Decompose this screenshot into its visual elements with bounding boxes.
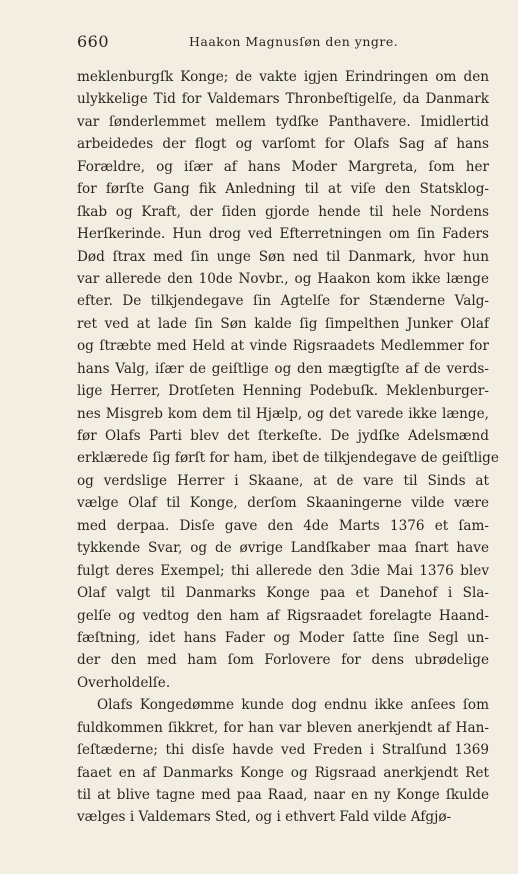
text-line: for førſte Gang fik Anledning til at viſe den Statsklog- [77,181,489,198]
text-line: vælge Olaf til Konge, derſom Skaaningerne vilde være [77,495,489,512]
text-line: Overholdelſe. [77,674,171,691]
running-head: Haakon Magnusſøn den yngre. [189,34,399,49]
text-line: og ſtræbte med Held at vinde Rigsraadets Medlemmer for [77,338,489,355]
text-line: med derpaa. Disſe gave den 4de Marts 1376 et ſam- [77,517,489,534]
text-line: Herſkerinde. Hun drog ved Efterretningen om ſin Faders [77,226,489,243]
body-text [77,66,499,829]
text-line: der den med ham ſom Forlovere for dens ubrødelige [77,652,489,669]
text-line: gelſe og vedtog den ham af Rigsraadet forelagte Haand- [77,607,489,624]
text-line: hans Valg, iſær de geiſtlige og den mægtigſte af de verds- [77,360,489,377]
text-line: ſeſtæderne; thi disſe havde ved Freden i Stralſund 1369 [77,742,489,759]
text-line: var ſønderlemmet mellem tydſke Panthavere. Imidlertid [77,113,489,130]
text-line: meklenburgſk Konge; de vakte igjen Erindringen om den [77,69,489,85]
text-line: Olafs Kongedømme kunde dog endnu ikke anſees ſom [97,697,489,714]
page-number: 660 [77,32,110,51]
text-line: efter. De tilkjendegave ſin Agtelſe for Stænderne Valg- [77,293,489,310]
text-line: til at blive tagne med paa Raad, naar en ny Konge ſkulde [77,787,489,803]
text-line: tykkende Svar, og de øvrige Landſkaber maa ſnart have [77,540,489,557]
text-line: fæſtning, idet hans Fader og Moder ſatte ſine Segl un- [77,629,489,646]
text-line: lige Herrer, Drotſeten Henning Podebuſk. Meklenburger- [77,383,489,400]
text-line: Olaf valgt til Danmarks Konge paa et Danehof i Sla- [77,585,489,602]
text-line: faaet en af Danmarks Konge og Rigsraad anerkjendt Ret [77,764,489,781]
text-line: arbeidedes der flogt og varſomt for Olafs Sag af hans [77,136,489,153]
text-line: ſkab og Kraft, der ſiden gjorde hende til hele Nordens [77,203,489,220]
text-line: ret ved at lade ſin Søn kalde ſig ſimpelthen Junker Olaf [77,315,489,332]
text-line: vælges i Valdemars Sted, og i ethvert Fald vilde Afgjø- [77,809,452,826]
text-line: Forældre, og iſær af hans Moder Margreta, ſom her [77,158,489,175]
text-line: erklærede ſig førſt for ham, ibet de tilkjendegave de geiſtlige [77,450,499,467]
text-line: nes Misgreb kom dem til Hjælp, og det varede ikke længe, [77,405,489,422]
text-line: Død ſtrax med ſin unge Søn ned til Danmark, hvor hun [77,248,489,265]
page-header [77,32,489,54]
text-line: var allerede den 10de Novbr., og Haakon kom ikke længe [77,270,489,287]
text-line: og verdslige Herrer i Skaane, at de vare til Sinds at [77,472,489,489]
text-line: fulgt deres Exempel; thi allerede den 3die Mai 1376 blev [77,562,489,579]
text-line: ulykkelige Tid for Valdemars Thronbeſtigelſe, da Danmark [77,91,489,108]
text-line: før Olafs Parti blev det ſterkeſte. De jydſke Adelsmænd [77,428,489,444]
text-line: fuldkommen ſikkret, for han var bleven anerkjendt af Han- [77,719,489,736]
